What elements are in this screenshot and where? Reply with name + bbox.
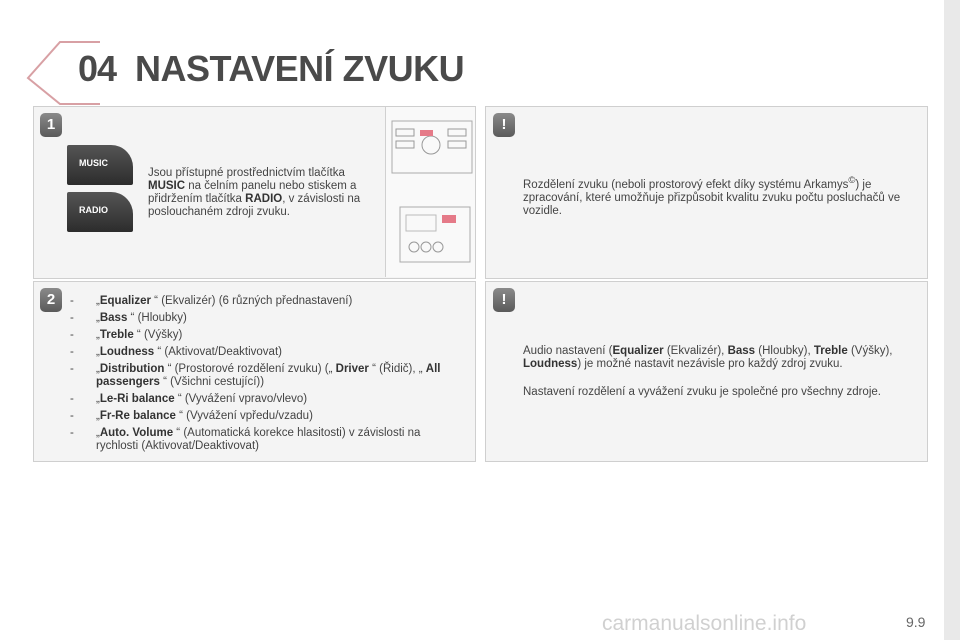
text-segment: ) je možné nastavit nezávisle pro každý zdroj zvuku. — [577, 358, 843, 370]
quote: „ — [96, 295, 100, 307]
panel-audio-note — [485, 281, 928, 462]
setting-name: Treble — [813, 345, 848, 357]
radio-label: RADIO — [245, 193, 283, 205]
text-segment: (Ekvalizér), — [663, 345, 728, 357]
setting-name: Loudness — [99, 346, 155, 358]
dash: - — [70, 410, 74, 422]
dash: - — [70, 295, 74, 307]
settings-list — [70, 295, 465, 457]
text-segment: na čelním panelu nebo stiskem a přidržením tlačítka — [148, 180, 357, 205]
setting-desc: “ (Hloubky) — [127, 312, 187, 324]
radio-drawing — [386, 107, 476, 277]
watermark: carmanualsonline.info — [602, 612, 807, 635]
list-item — [70, 329, 465, 342]
list-item — [70, 295, 465, 308]
side-strip — [944, 0, 960, 640]
text-segment: Rozdělení zvuku (neboli prostorový efekt díky systému Arkamys — [523, 178, 849, 191]
setting-name: Fr-Re balance — [99, 410, 176, 422]
list-item — [70, 410, 465, 423]
distribution-note — [523, 174, 913, 218]
step-2-badge: 2 — [40, 288, 62, 312]
setting-desc: “ (Všichni cestující)) — [159, 376, 265, 388]
text-segment: (Výšky), — [847, 345, 893, 357]
setting-desc: “ (Aktivovat/Deaktivovat) — [154, 346, 282, 358]
dash: - — [70, 427, 74, 439]
quote: „ — [96, 312, 100, 324]
setting-name: Equalizer — [99, 295, 151, 307]
quote: „ — [96, 427, 100, 439]
warning-icon: ! — [493, 113, 515, 137]
quote: „ — [96, 346, 100, 358]
text-segment: Jsou přístupné prostřednictvím tlačítka — [148, 167, 345, 179]
setting-desc: “ (Vyvážení vpravo/vlevo) — [174, 393, 308, 405]
list-item — [70, 427, 465, 453]
dash: - — [70, 312, 74, 324]
warning-icon: ! — [493, 288, 515, 312]
setting-name: Driver — [335, 363, 369, 375]
dash: - — [70, 363, 74, 375]
chapter-number: 04 — [78, 48, 117, 89]
setting-name: Le-Ri balance — [99, 393, 175, 405]
setting-desc: “ (Automatická korekce hlasitosti) v závislosti na rychlosti (Aktivovat/Deaktivovat) — [96, 427, 421, 452]
radio-button-image: RADIO — [67, 192, 133, 232]
music-button-image: MUSIC — [67, 145, 133, 185]
list-item — [70, 363, 465, 389]
audio-settings-note — [523, 345, 923, 371]
setting-name: Auto. Volume — [99, 427, 174, 439]
setting-desc: “ (Ekvalizér) (6 různých přednastavení) — [150, 295, 353, 307]
text-segment: , v závislosti na poslouchaném zdroji zvuku. — [148, 193, 361, 218]
dash: - — [70, 393, 74, 405]
text-segment: (Hloubky), — [755, 345, 814, 357]
access-description — [148, 167, 380, 219]
page-title: NASTAVENÍ ZVUKU — [135, 48, 465, 89]
quote: „ — [96, 363, 100, 375]
copyright-mark: © — [848, 175, 856, 186]
list-item — [70, 393, 465, 406]
shared-settings-note: Nastavení rozdělení a vyvážení zvuku je společné pro všechny zdroje. — [523, 386, 881, 398]
setting-name: Bass — [99, 312, 128, 324]
setting-name: Bass — [727, 345, 756, 357]
step-1-badge: 1 — [40, 113, 62, 137]
setting-desc: “ (Vyvážení vpředu/vzadu) — [175, 410, 313, 422]
music-label: MUSIC — [148, 180, 186, 192]
radio-panel-illustration — [385, 107, 475, 277]
setting-name: All passengers — [96, 363, 441, 388]
dash: - — [70, 329, 74, 341]
setting-desc: “ (Výšky) — [133, 329, 183, 341]
quote: „ — [96, 393, 100, 405]
list-item — [70, 312, 465, 325]
quote: „ — [96, 329, 100, 341]
setting-name: Treble — [99, 329, 134, 341]
text-segment: Audio nastavení ( — [523, 345, 613, 357]
setting-name: Equalizer — [612, 345, 664, 357]
quote: „ — [96, 410, 100, 422]
list-item — [70, 346, 465, 359]
header-chevron — [0, 0, 140, 110]
dash: - — [70, 346, 74, 358]
page-number: 9.9 — [906, 614, 926, 630]
setting-name: Distribution — [99, 363, 165, 375]
setting-name: Loudness — [523, 358, 578, 370]
setting-desc: “ (Řidič), „ — [368, 363, 426, 375]
setting-desc: “ (Prostorové rozdělení zvuku) („ — [164, 363, 336, 375]
text-segment: ) je zpracování, které umožňuje přizpůsobit kvalitu zvuku počtu posluchačů ve vozidle. — [523, 178, 901, 217]
